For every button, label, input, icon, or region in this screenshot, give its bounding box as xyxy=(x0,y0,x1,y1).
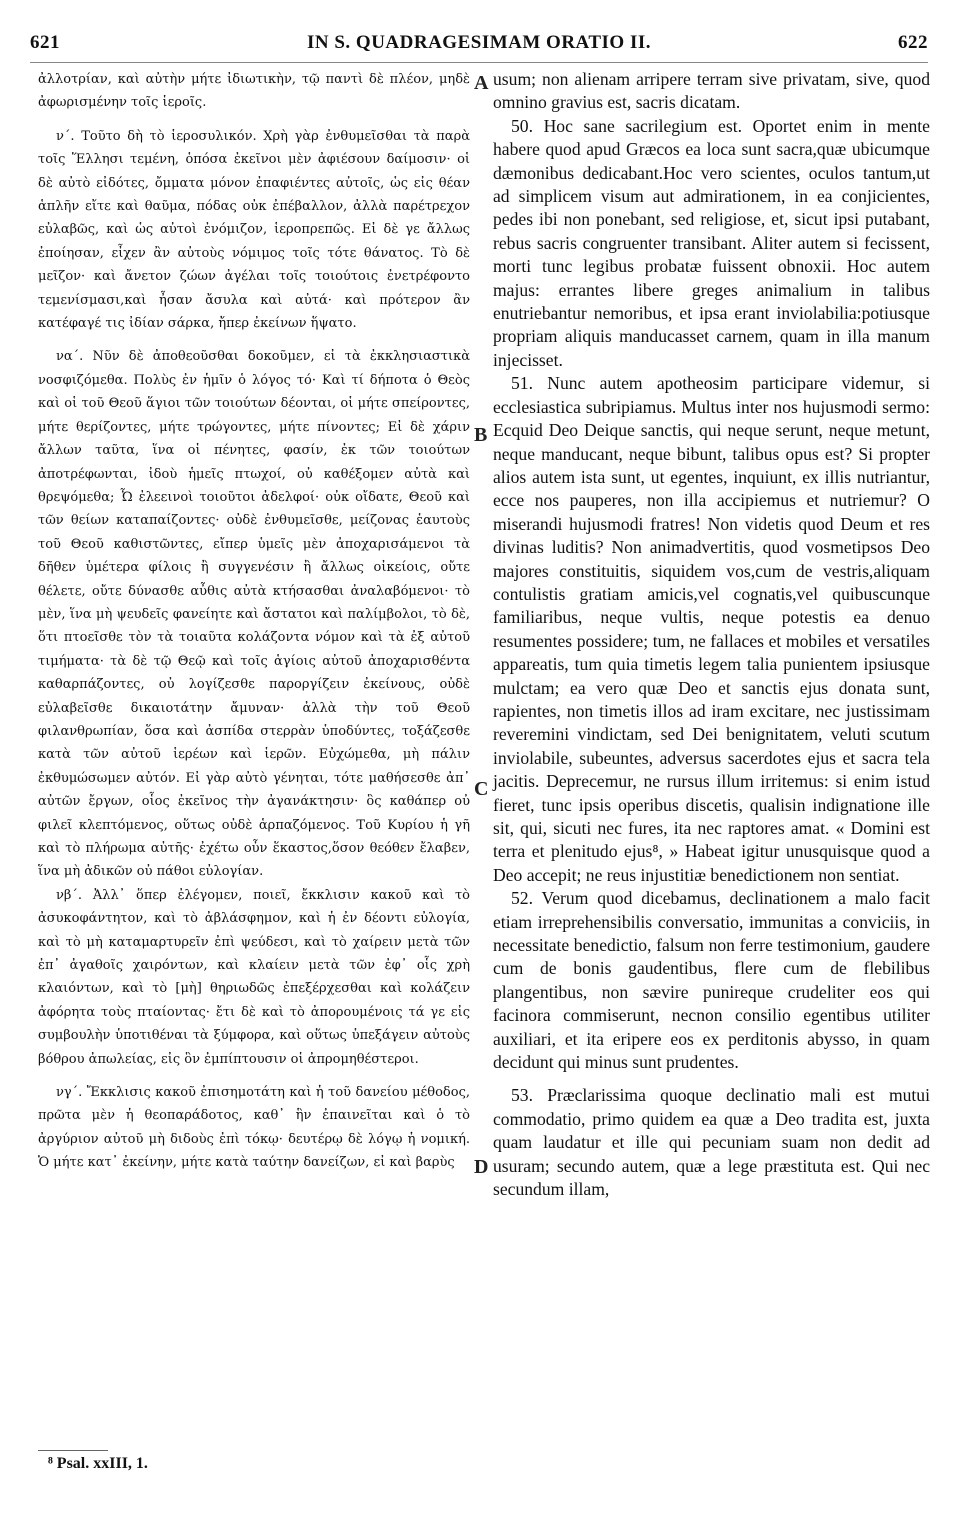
margin-marker-b: B xyxy=(474,424,488,446)
greek-paragraph: νγ΄. Ἔκκλισις κακοῦ ἐπισημοτάτη καὶ ἡ τοῦ δανείου μέθοδος, πρῶτα μὲν ἡ θεοπαράδοτος, καθ᾽ ἣν ἐπαινεῖται καὶ ὁ τὸ ἀργύριον αὐτοῦ μὴ διδοὺς ἐπὶ τόκῳ· δευτέρῳ δὲ λόγῳ ἡ νομική. Ὁ μήτε κατ᾽ ἐκείνην, μήτε κατὰ ταύτην δανείζων, εἰ καὶ βαρὺς xyxy=(38,1085,470,1171)
header-rule xyxy=(30,62,928,63)
footnote-rule xyxy=(38,1450,108,1451)
greek-paragraph: να΄. Νῦν δὲ ἀποθεοῦσθαι δοκοῦμεν, εἰ τὰ ἐκκλησιαστικὰ νοσφιζόμεθα. Πολὺς ἐν ἡμῖν ὁ λόγος τό· Καὶ τί δήποτα ὁ Θεὸς καὶ οἱ τοῦ Θεοῦ ἅγιοι τῶν τοιούτων δέονται, οἱ μήτε σπείροντες, μήτε θερίζοντες, μήτε τρώγοντες, μήτε πίνοντες; Εἰ δὲ χάριν ἄλλων ταῦτα, ἵνα οἱ πένητες, φασίν, ἐκ τῶν τοιούτων ἀποτρέφωνται, ἰδοὺ ἡμεῖς πτωχοί, οὐ καθέξομεν αὐτὰ καὶ θρεψόμεθα; Ὦ ἐλεεινοὶ τοιοῦτοι ἀδελφοί· οὐκ οἴδατε, Θεοῦ καὶ τῶν θείων καταπαίζοντες· οὐδὲ ἐνθυμεῖσθε, μείζονας ἑαυτοὺς τοῦ Θεοῦ καθιστῶντες, εἴπερ ὑμεῖς μὲν ἀποχαρισάμενοι τὰ δῆθεν ὑμέτερα φίλοις ἢ συγγενέσιν ἢ ἄλλως οἰκείοις, οὔτε θέλετε, οὔτε δύνασθε αὖθις αὐτὰ κτήσασθαι ἀναλαβόμενοι· τὸ μὲν, ἵνα μὴ ψευδεῖς φανείητε καὶ ἄστατοι καὶ παλίμβολοι, τὸ δὲ, ὅτι πτοεῖσθε τὸν τὰ τοιαῦτα κολάζοντα νόμον καὶ τὰ ἐξ αὐτοῦ τιμήματα· τὰ δὲ τῷ Θεῷ καὶ τοῖς ἁγίοις αὐτοῦ ἀποχαρισθέντα καθαρπάζοντες, οὐ λογίζεσθε παροργίζειν ἐκείνους, οὐδὲ εὐλαβεῖσθε δικαιοτάτην ἄμυναν· ἀλλὰ τὴν τοῦ Θεοῦ φιλανθρωπίαν, ὅσα καὶ ἀσπίδα στερρὰν ὑποδύντες, τοξάζεσθε κατὰ τῶν αὐτοῦ ἱερέων καὶ ἱερῶν. Εὐχώμεθα, μὴ πάλιν ἐκθυμώσωμεν αὐτόν. Εἰ γὰρ αὐτὸ γένηται, τότε μαθήσεσθε ἀπ᾽ αὐτῶν ἔργων, οἷος ἐκεῖνος τὴν ἀγανάκτησιν· ὃς καθάπερ οὐ φιλεῖ κλεπτόμενος, οὕτως οὐδὲ ἁρπαζόμενος. Τοῦ Κυρίου ἡ γῆ καὶ τὸ πλήρωμα αὐτῆς· ἐχέτω οὖν ἕκαστος,ὅσον θεόθεν ἔλαβεν, ἵνα μὴ ἀδικῶν οὐ πάθοι εὐλογίαν. xyxy=(38,349,470,880)
latin-paragraph: usum; non alienam arripere terram sive privatam, sive, quod omnino gravius est, sacris dicatam. xyxy=(493,69,930,113)
greek-paragraph: ἀλλοτρίαν, καὶ αὐτὴν μήτε ἰδιωτικὴν, τῷ παντὶ δὲ πλέον, μηδὲ ἀφωρισμένην τοῖς ἱεροῖς. xyxy=(38,72,470,111)
margin-marker-a: A xyxy=(474,72,489,94)
margin-marker-c: C xyxy=(474,778,489,800)
page-header xyxy=(30,32,928,58)
greek-column xyxy=(38,68,470,1175)
greek-paragraph: νβ΄. Ἀλλ᾽ ὅπερ ἐλέγομεν, ποιεῖ, ἔκκλισιν κακοῦ καὶ τὸ ἀσυκοφάντητον, καὶ τὸ ἀβλάσφημον, καὶ ἡ ἐν δέοντι εὐλογία, καὶ τὸ μὴ καταμαρτυρεῖν ἐπὶ ψεύδεσι, καὶ τὸ χαίρειν μετὰ τῶν ἐπ᾽ ἀγαθοῖς χαιρόντων, καὶ κλαίειν μετὰ τῶν ἐφ᾽ οἷς χρὴ κλαιόντων, καὶ τὸ [μὴ] θηριωδῶς ἐπεξέρχεσθαι καὶ κολάζειν ἀφόρητα τοὺς πταίοντας· ἔτι δὲ καὶ τὸ ἀπορουμένοις τά γε εἰς συμβουλὴν ὑποτιθέναι τὰ ξύμφορα, καὶ οὕτως ὑπεξάγειν αὐτοὺς βόθρου ἀπωλείας, εἰς ὃν ἐμπίπτουσιν οἱ ἀπρομηθέστεροι. xyxy=(38,887,470,1067)
running-title: IN S. QUADRAGESIMAM ORATIO II. xyxy=(306,32,651,53)
page-number-left: 621 xyxy=(30,32,60,53)
latin-paragraph: 52. Verum quod dicebamus, declinationem a malo facit etiam irreprehensibilis conversatio, immunitas a conviciis, in necessitate benedictio, falsum non ferre testimonium, gaudere cum de bonis gaudentibus, flere cum de flebilibus plangentibus, non sævire punireque crudeliter eos qui facinora commiserunt, necnon consilio egentibus utiliter auxiliari, et ita eripere eos ex perditonis abysso, in quam decidunt qui minus sunt prudentes. xyxy=(493,888,930,1073)
page-number-right: 622 xyxy=(898,32,928,53)
footnote: ⁸ Psal. xxIII, 1. xyxy=(48,1455,148,1472)
greek-paragraph: ν΄. Τοῦτο δὴ τὸ ἱεροσυλικόν. Χρὴ γὰρ ἐνθυμεῖσθαι τὰ παρὰ τοῖς Ἕλλησι τεμένη, ὁπόσα ἐκεῖνοι μὲν ἀφιέσουν δαίμοσιν· οἱ δὲ αὐτὸ εἰδότες, ὄμματα μόνον ἐπαφιέντες αὐτοῖς, ὡς εἰς θέαν ἁπλῆν εἴτε καὶ θαῦμα, πόδας οὐκ ἐπέβαλλον, ἀλλὰ παρέτρεχον εὐλαβῶς, καὶ ὡς αὐτοὶ ἐνόμιζον, ἱεροπρεπῶς. Εἰ δὲ γε ἄλλως ἐποίησαν, εἶχεν ἂν αὐτοὺς νόμιμος τοῖς τότε θάνατος. Τὸ δὲ μεῖζον· καὶ ἄνετον ζώων ἀγέλαι τοῖς τοιούτοις ἐνετρέφοντο τεμενίσμασι,καὶ ἦσαν ἄσυλα καὶ αὐτά· καὶ πρότερον ἂν κατέφαγέ τις ἰδίαν σάρκα, ἤπερ ἐκείνων ἥψατο. xyxy=(38,128,470,332)
latin-paragraph: 53. Præclarissima quoque declinatio mali est mutui commodatio, primo quidem ea quæ a Deo tradita est, juxta quam laudatur et ille qui pecuniam suam non dedit ad usuram; secundo autem, quæ a lege præstituta est. Qui nec secundum illam, xyxy=(493,1085,930,1200)
latin-column xyxy=(493,68,930,1202)
latin-paragraph: 50. Hoc sane sacrilegium est. Oportet enim in mente habere quod apud Græcos ea loca sunt sacra,quæ ubicumque dæmonibus dedicabant.Hoc vero scientes, oculos tantum,ut ad simplicem visum aut admirationem, in ea conjicientes, pedes ibi non ponebant, sed religiose, et, sicut ipsi putabant, rebus sacris congruenter transibant. Aliter autem si fecissent, morti tunc legibus probatæ fuissent obnoxii. Hoc autem majus: errantes libere greges animalium in talibus enutriebantur nemoribus, et ipsa erant inviolabilia:potiusque propriam aliquis manducasset carnem, quam in illa manum injecisset. xyxy=(493,115,930,370)
margin-marker-d: D xyxy=(474,1156,489,1178)
latin-paragraph: 51. Nunc autem apotheosim participare videmur, si ecclesiastica subripiamus. Multus inter nos hujusmodi sermo: Ecquid Deo Deique sanctis, qui neque serunt, neque metunt, neque manducant, neque bibunt, talibus opus est? Si propter alios autem ista sunt, ut egentes, inquiunt, ex illis nutriantur, ecce nos pauperes, non illa accipiemus et nutriemur? O miserandi hujusmodi fratres! Non videtis quod Deum et res divinas luditis? Non animadvertitis, quod vosmetipsos Deo majores constituitis, siquidem vos,cum de vestris,aliquam contulistis gratiam amicis,vel cognatis,vel quibuscunque familiaribus, neque vultis, neque potestis ea denuo resumentes possidere; tum, ne fallaces et mobiles et versatiles appareatis, tum quia timetis legem talia punientem ipsiusque mulctam; ea vero quæ Deo et sanctis ejus donata sunt, rapientes, non timetis illos ad iram excitare, nec justissimam reveremini vindictam, sed Dei benignitatem, veluti scutum inviolabile, subeuntes, adversus sacerdotes ejus et sacra tela jacitis. Deprecemur, ne rursus illum irritemus: si enim istud fieret, tunc ipsis operibus discetis, qualisin indignatione ille sit, qui, sicuti nec fures, ita nec raptores amat. « Domini est terra et plenitudo ejus⁸, » Habeat igitur unusquisque quod a Deo accepit; ne reus injustitiæ benedictionem non sentiat. xyxy=(493,373,930,885)
